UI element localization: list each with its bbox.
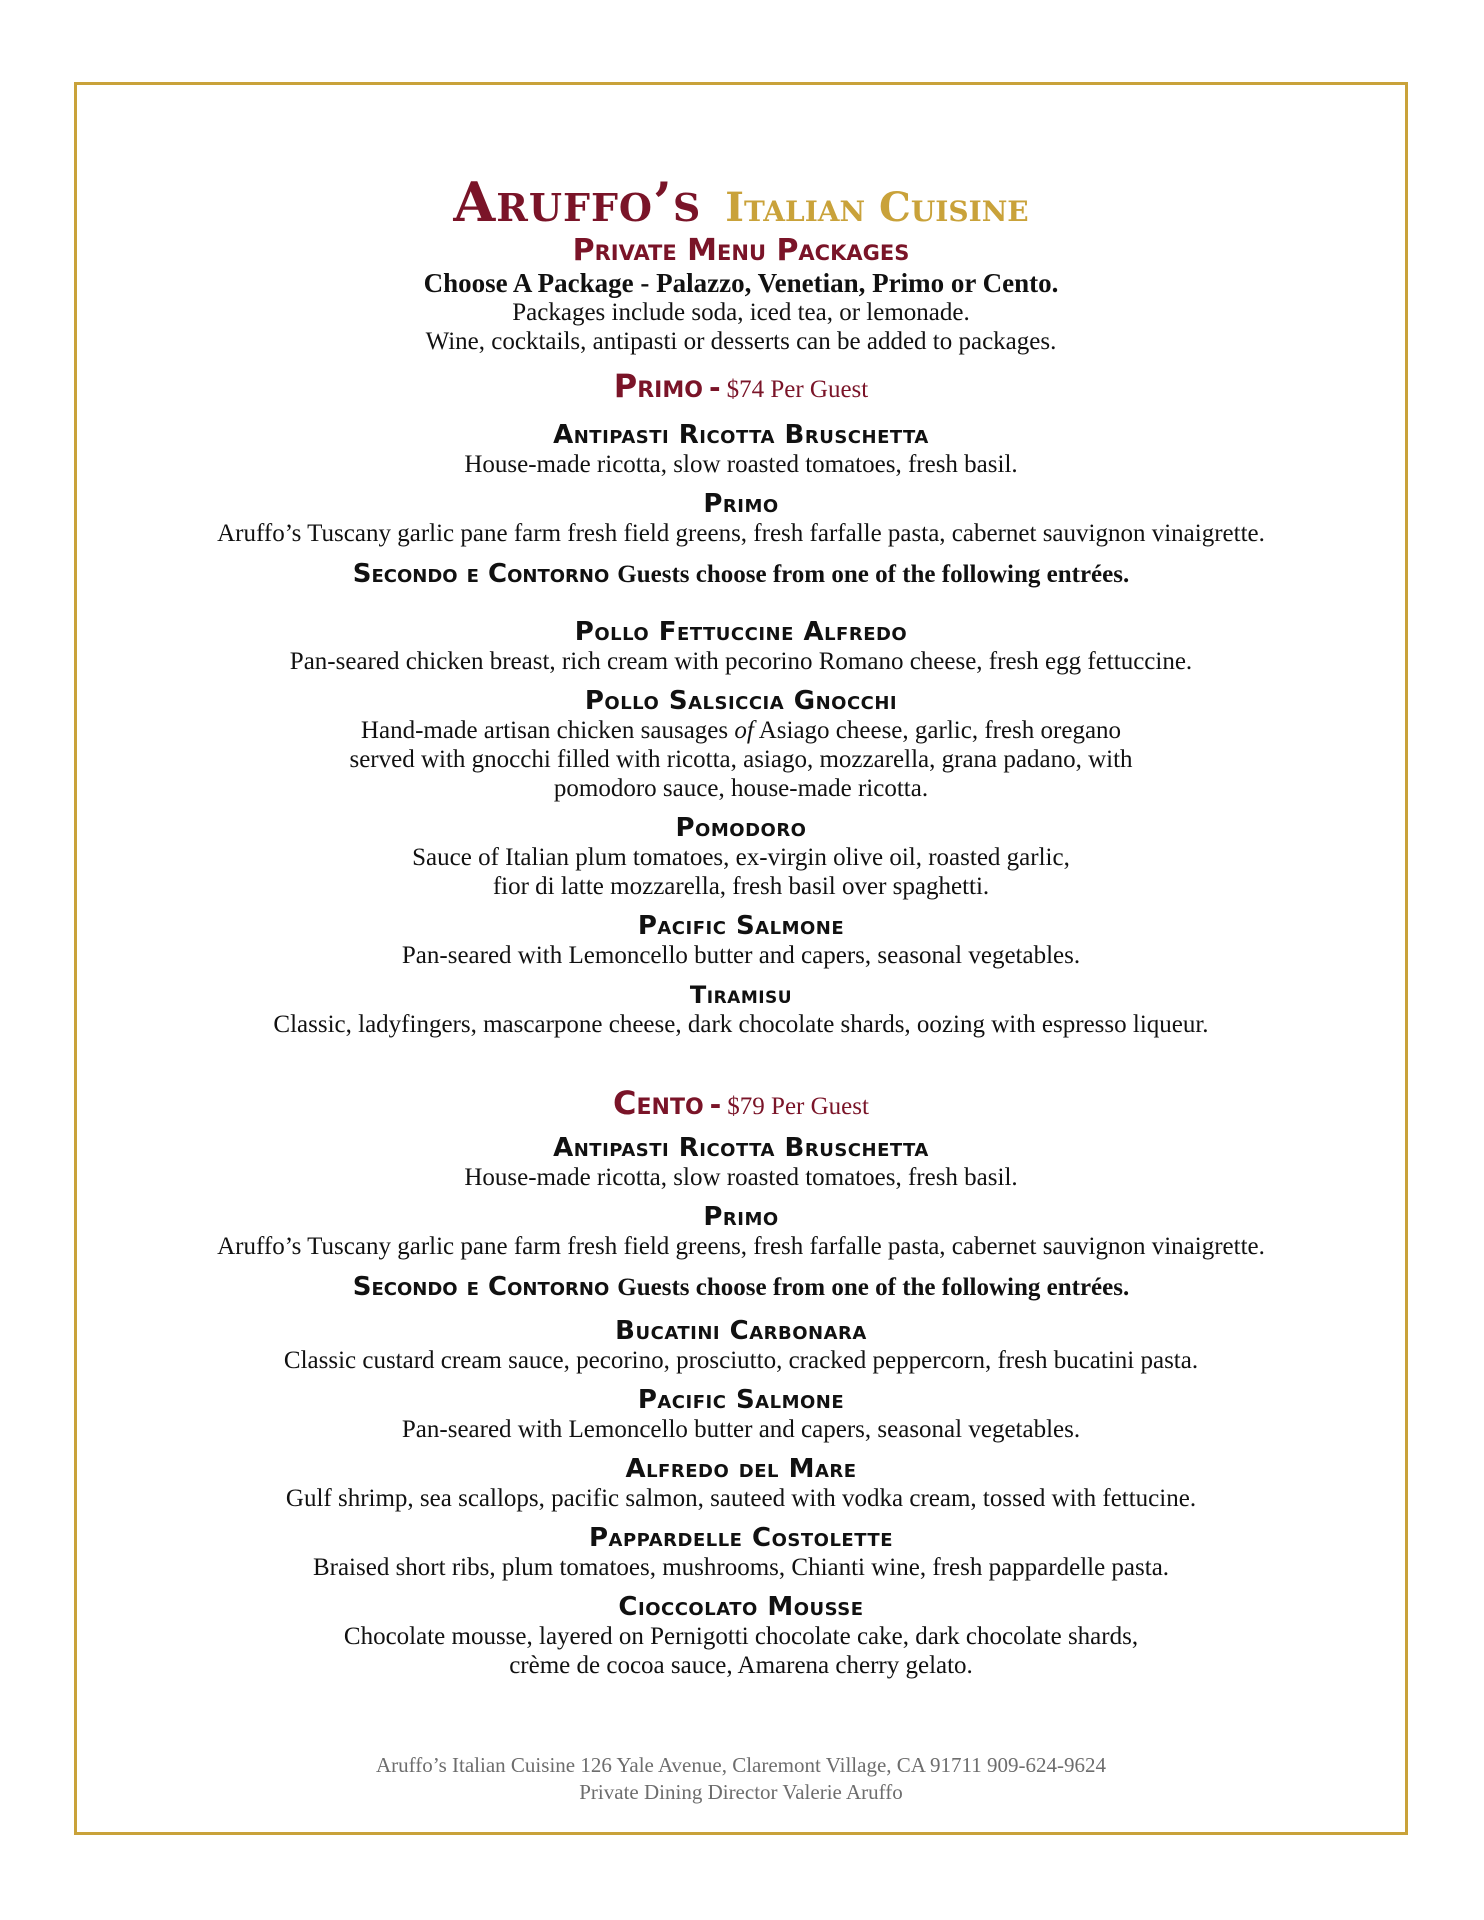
item-description: Chocolate mousse, layered on Pernigotti chocolate cake, dark chocolate shards, [343,1623,1139,1650]
item-description: Pan-seared with Lemoncello butter and capers, seasonal vegetables. [401,1416,1081,1443]
restaurant-title [74,170,1408,234]
item-description: Braised short ribs, plum tomatoes, mushrooms, Chianti wine, fresh pappardelle pasta. [312,1554,1170,1581]
item-title: Pappardelle Costolette [589,1523,893,1553]
menu-item [74,617,1408,676]
primo-package [74,368,1408,1039]
item-description: Pan-seared chicken breast, rich cream with pecorino Romano cheese, fresh egg fettuccine. [289,648,1193,675]
item-title: Pomodoro [675,813,807,843]
package-heading [74,1085,1408,1127]
item-title: Antipasti Ricotta Bruschetta [553,1133,929,1163]
menu-content [74,170,1408,1680]
cento-package [74,1085,1408,1680]
item-description: Aruffo’s Tuscany garlic pane farm fresh field greens, fresh farfalle pasta, cabernet sauvignon vinaigrette. [217,520,1265,547]
secondo-heading [74,1271,1408,1306]
menu-subtitle: Private Menu Packages [572,233,910,268]
item-description: served with gnocchi filled with ricotta, asiago, mozzarella, grana padano, with [349,746,1133,773]
menu-item [74,1316,1408,1375]
secondo-title: Secondo e Contorno [352,1272,610,1302]
item-description: Hand-made artisan chicken sausages of Asiago cheese, garlic, fresh oregano [360,717,1122,744]
item-description: Gulf shrimp, sea scallops, pacific salmon, sauteed with vodka cream, tossed with fettucine. [285,1485,1197,1512]
footer [74,1752,1408,1806]
item-description: Aruffo’s Tuscany garlic pane farm fresh field greens, fresh farfalle pasta, cabernet sauvignon vinaigrette. [217,1233,1265,1260]
secondo-title: Secondo e Contorno [352,559,610,589]
item-title: Tiramisu [689,981,793,1009]
menu-item [74,1454,1408,1513]
package-price: $79 Per Guest [727,1093,869,1120]
item-title: Primo [703,489,779,519]
menu-item [74,489,1408,548]
package-price: $74 Per Guest [726,376,869,403]
item-description: fior di latte mozzarella, fresh basil over spaghetti. [492,873,990,900]
item-title: Pollo Salsiccia Gnocchi [584,686,898,716]
menu-item [74,1202,1408,1261]
item-title: Pacific Salmone [637,911,845,941]
item-title: Pacific Salmone [637,1385,845,1415]
menu-item [74,980,1408,1039]
addon-note: Wine, cocktails, antipasti or desserts can be added to packages. [425,328,1057,355]
package-dash: - [708,371,721,404]
package-heading [74,368,1408,410]
menu-item [74,1523,1408,1582]
item-description: House-made ricotta, slow roasted tomatoes, fresh basil. [464,451,1018,478]
item-description: pomodoro sauce, house-made ricotta. [553,775,929,802]
footer-director: Private Dining Director Valerie Aruffo [579,1780,903,1804]
secondo-note: Guests choose from one of the following entrées. [617,1274,1130,1301]
item-title: Cioccolato Mousse [618,1592,864,1622]
package-name: Primo [613,367,703,405]
item-title: Antipasti Ricotta Bruschetta [553,420,929,450]
item-title: Alfredo del Mare [625,1454,857,1484]
brand-name: Aruffo’s [453,170,702,234]
item-description: Classic, ladyfingers, mascarpone cheese, dark chocolate shards, oozing with espresso liqueur. [273,1011,1209,1038]
menu-item [74,911,1408,970]
secondo-heading [74,558,1408,593]
item-description: House-made ricotta, slow roasted tomatoes, fresh basil. [464,1164,1018,1191]
brand-subtitle: Italian Cuisine [725,184,1029,231]
include-note: Packages include soda, iced tea, or lemonade. [512,299,970,326]
package-name: Cento [613,1084,704,1122]
item-description: crème de cocoa sauce, Amarena cherry gelato. [509,1652,973,1679]
menu-item [74,1133,1408,1192]
menu-item [74,1592,1408,1680]
menu-item [74,813,1408,901]
footer-address: Aruffo’s Italian Cuisine 126 Yale Avenue, Claremont Village, CA 91711 909-624-9624 [376,1753,1106,1777]
item-description: Pan-seared with Lemoncello butter and capers, seasonal vegetables. [401,942,1081,969]
item-title: Bucatini Carbonara [615,1316,867,1346]
item-description: Classic custard cream sauce, pecorino, prosciutto, cracked peppercorn, fresh bucatini pasta. [283,1347,1199,1374]
choose-package-line: Choose A Package - Palazzo, Venetian, Primo or Cento. [423,268,1059,298]
menu-item [74,686,1408,803]
item-title: Pollo Fettuccine Alfredo [574,617,908,647]
menu-item [74,1385,1408,1444]
menu-item [74,420,1408,479]
package-dash: - [709,1088,722,1121]
item-title: Primo [703,1202,779,1232]
secondo-note: Guests choose from one of the following entrées. [617,561,1130,588]
item-description: Sauce of Italian plum tomatoes, ex-virgin olive oil, roasted garlic, [412,844,1070,871]
